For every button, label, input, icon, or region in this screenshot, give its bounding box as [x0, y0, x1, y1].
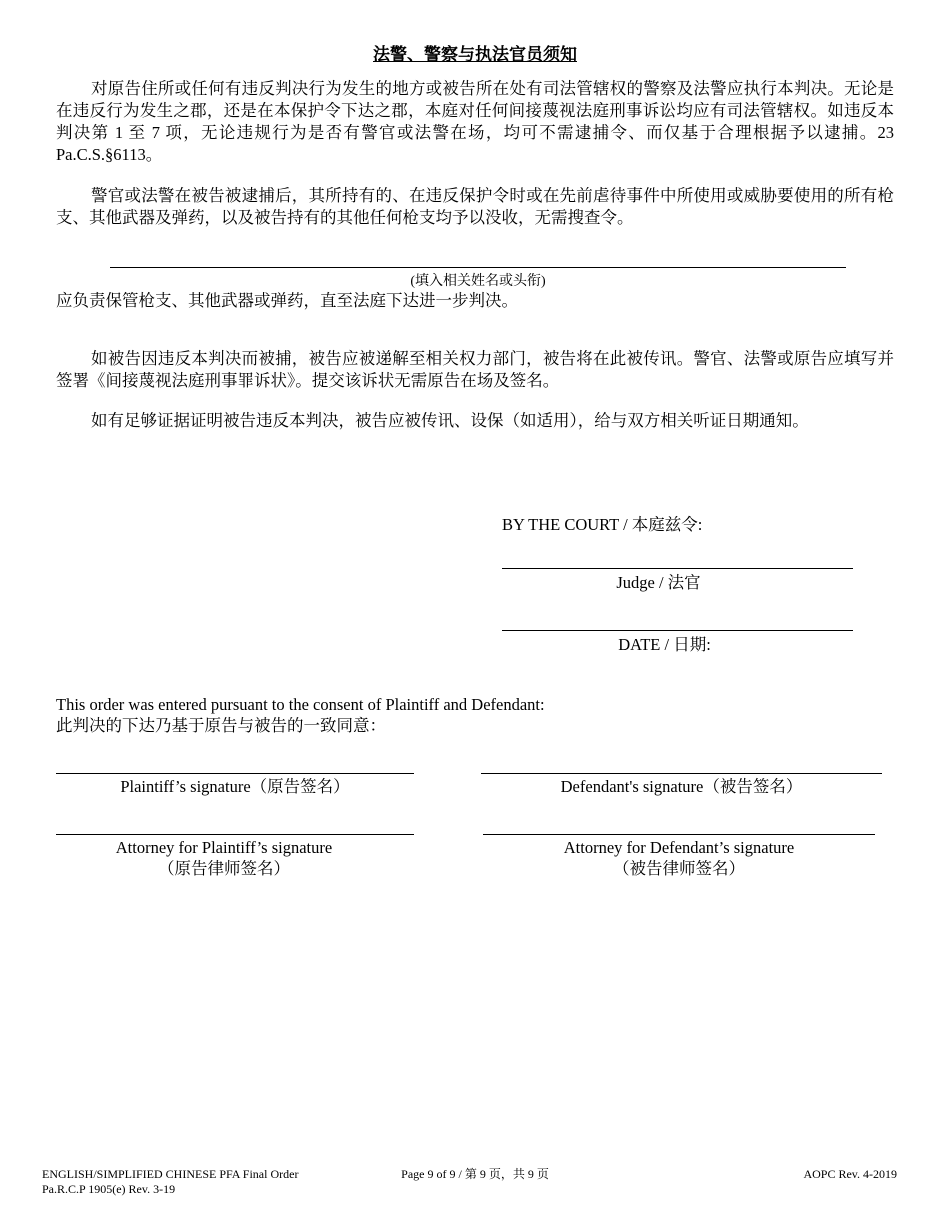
defendant-signature-label: Defendant's signature（被告签名） — [560, 777, 803, 796]
attorney-defendant-signature-line[interactable] — [483, 834, 875, 835]
date-label: DATE / 日期: — [618, 635, 711, 654]
page-title: 法警、警察与执法官员须知 — [373, 45, 577, 64]
paragraph-weapons-confiscation: 警官或法警在被告被逮捕后，其所持有的、在违反保护令时或在先前虐待事件中所使用或威胁要使用的所有枪支、其他武器及弹药，以及被告持有的其他任何枪支均予以没收，无需搜查令。 — [56, 186, 894, 227]
footer-form-name: ENGLISH/SIMPLIFIED CHINESE PFA Final Order — [42, 1167, 299, 1181]
date-line[interactable] — [502, 630, 853, 631]
attorney-plaintiff-label: Attorney for Plaintiff’s signature — [115, 838, 333, 857]
judge-label: Judge / 法官 — [616, 573, 701, 592]
paragraph-arraignment: 如有足够证据证明被告违反本判决，被告应被传讯、设保（如适用），给与双方相关听证日期通知。 — [91, 411, 809, 430]
attorney-plaintiff-label-zh: （原告律师签名） — [158, 859, 290, 878]
attorney-plaintiff-signature-line[interactable] — [56, 834, 414, 835]
attorney-defendant-label-zh: （被告律师签名） — [613, 859, 745, 878]
footer-revision: AOPC Rev. 4-2019 — [803, 1167, 897, 1181]
plaintiff-signature-label: Plaintiff’s signature（原告签名） — [120, 777, 350, 796]
footer-rule: Pa.R.C.P 1905(e) Rev. 3-19 — [42, 1182, 176, 1196]
fill-caption: (填入相关姓名或头衔) — [410, 274, 546, 289]
paragraph-custody: 应负责保管枪支、其他武器或弹药，直至法庭下达进一步判决。 — [56, 291, 518, 310]
custodian-fill-line[interactable] — [110, 267, 846, 268]
attorney-defendant-label: Attorney for Defendant’s signature — [563, 838, 795, 857]
footer-page-number: Page 9 of 9 / 第 9 页，共 9 页 — [401, 1167, 549, 1181]
paragraph-arrest-procedure: 如被告因违反本判决而被捕，被告应被递解至相关权力部门，被告将在此被传讯。警官、法警或原告应填写并签署《间接蔑视法庭刑事罪诉状》。提交该诉状无需原告在场及签名。 — [56, 349, 894, 390]
defendant-signature-line[interactable] — [481, 773, 882, 774]
judge-signature-line[interactable] — [502, 568, 853, 569]
consent-chinese: 此判决的下达乃基于原告与被告的一致同意： — [56, 716, 386, 735]
consent-english: This order was entered pursuant to the consent of Plaintiff and Defendant: — [56, 695, 545, 714]
by-the-court-label: BY THE COURT / 本庭兹令: — [502, 515, 703, 534]
plaintiff-signature-line[interactable] — [56, 773, 414, 774]
paragraph-police-enforcement: 对原告住所或任何有违反判决行为发生的地方或被告所在处有司法管辖权的警察及法警应执行本判决。无论是在违反行为发生之郡，还是在本保护令下达之郡，本庭对任何间接蔑视法庭刑事诉讼均应有司法管辖权。如违反本判决第 1 至 7 项，无论违规行为是否有警官或法警在场，均可不需逮捕令、而仅基于合理根据予以逮捕。23 Pa.C.S.§6113。 — [56, 79, 894, 164]
